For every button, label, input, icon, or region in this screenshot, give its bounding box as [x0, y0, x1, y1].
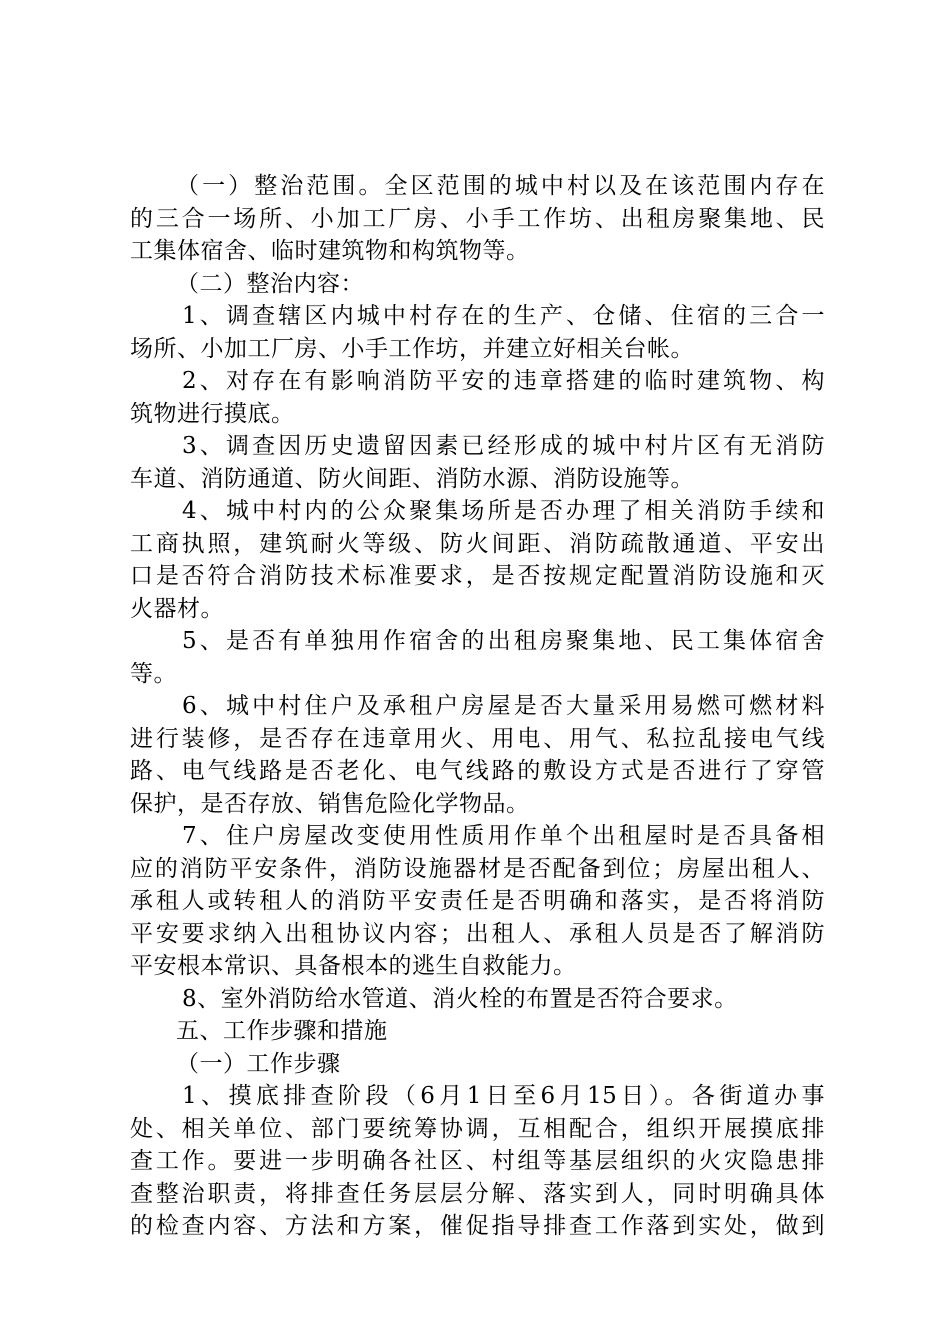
paragraph-item-1	[130, 300, 825, 365]
text-line: 1、调查辖区内城中村存在的生产、仓储、住宿的三合一	[182, 303, 825, 329]
text-line: 6、城中村住户及承租户房屋是否大量采用易燃可燃材料	[182, 693, 825, 719]
text-line: 查整治职责，将排查任务层层分解、落实到人，同时明确具体	[130, 1180, 825, 1207]
section-heading: （二）整治内容：	[176, 270, 364, 297]
paragraph-item-8	[130, 983, 825, 1016]
text-line: 平安要求纳入出租协议内容；出租人、承租人员是否了解消防	[130, 920, 825, 947]
text-line: 3、调查因历史遗留因素已经形成的城中村片区有无消防	[182, 433, 825, 459]
text-line: 8、室外消防给水管道、消火栓的布置是否符合要求。	[182, 985, 738, 1012]
text-line: 的检查内容、方法和方案，催促指导排查工作落到实处，做到	[130, 1213, 825, 1239]
paragraph-item-4	[130, 495, 825, 625]
paragraph-item-5	[130, 625, 825, 690]
text-line: 4、城中村内的公众聚集场所是否办理了相关消防手续和	[182, 498, 825, 524]
text-line: 车道、消防通道、防火间距、消防水源、消防设施等。	[130, 465, 694, 492]
text-line: 平安根本常识、具备根本的逃生自救能力。	[130, 953, 577, 979]
paragraph-item-2	[130, 365, 825, 430]
paragraph-section-5-heading	[130, 1015, 825, 1048]
text-line: 7、住户房屋改变使用性质用作单个出租屋时是否具备相	[182, 823, 825, 849]
paragraph-item-3	[130, 430, 825, 495]
paragraph-item-7	[130, 820, 825, 983]
text-line: 等。	[130, 660, 177, 687]
text-line: 处、相关单位、部门要统筹协调，互相配合，组织开展摸底排	[130, 1115, 825, 1142]
paragraph-scope	[130, 170, 825, 268]
text-line: 保护，是否存放、销售危险化学物品。	[130, 790, 530, 817]
text-line: 筑物进行摸底。	[130, 400, 295, 427]
text-line: （一）整治范围。全区范围的城中村以及在该范围内存在	[176, 173, 825, 199]
text-line: 2、对存在有影响消防平安的违章搭建的临时建筑物、构	[182, 368, 825, 394]
paragraph-step-1	[130, 1080, 825, 1243]
text-line: 路、电气线路是否老化、电气线路的敷设方式是否进行了穿管	[130, 758, 825, 784]
text-line: 5、是否有单独用作宿舍的出租房聚集地、民工集体宿舍	[182, 628, 825, 654]
paragraph-content-heading	[130, 268, 825, 301]
text-line: 工集体宿舍、临时建筑物和构筑物等。	[130, 238, 530, 264]
text-line: 查工作。要进一步明确各社区、村组等基层组织的火灾隐患排	[130, 1148, 825, 1174]
text-line: 火器材。	[130, 595, 224, 622]
text-line: 的三合一场所、小加工厂房、小手工作坊、出租房聚集地、民	[130, 205, 825, 232]
text-line: 承租人或转租人的消防平安责任是否明确和落实，是否将消防	[130, 888, 825, 914]
text-line: 1、摸底排查阶段（6月1日至6月15日）。各街道办事	[182, 1083, 825, 1109]
paragraph-steps-heading	[130, 1048, 825, 1081]
text-line: 进行装修，是否存在违章用火、用电、用气、私拉乱接电气线	[130, 725, 825, 752]
text-line: 场所、小加工厂房、小手工作坊，并建立好相关台帐。	[130, 335, 694, 362]
text-line: 工商执照，建筑耐火等级、防火间距、消防疏散通道、平安出	[130, 530, 825, 557]
section-heading: （一）工作步骤	[176, 1050, 341, 1077]
text-line: 应的消防平安条件，消防设施器材是否配备到位；房屋出租人、	[130, 855, 825, 882]
text-line: 口是否符合消防技术标准要求，是否按规定配置消防设施和灭	[130, 563, 825, 589]
paragraph-item-6	[130, 690, 825, 820]
section-heading: 五、工作步骤和措施	[176, 1018, 388, 1044]
document-page	[130, 170, 825, 1243]
